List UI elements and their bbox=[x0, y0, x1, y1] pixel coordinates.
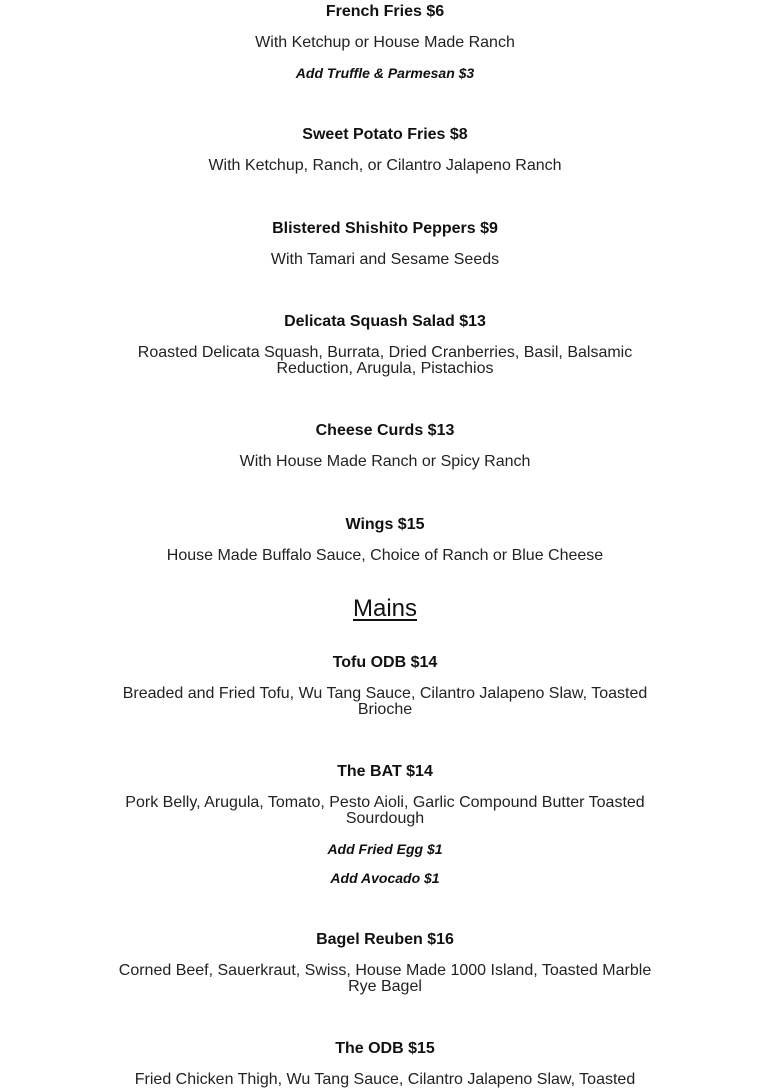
menu-item-description: With Ketchup, Ranch, or Cilantro Jalapeno Ranch bbox=[208, 157, 562, 174]
menu-item-addon: Add Avocado $1 bbox=[330, 870, 440, 886]
menu-item-title: Tofu ODB $14 bbox=[332, 654, 438, 671]
menu-item-title: Wings $15 bbox=[345, 516, 425, 533]
section-heading-mains: Mains bbox=[352, 595, 418, 622]
menu-item-title: French Fries $6 bbox=[325, 3, 445, 20]
menu-item-title: Delicata Squash Salad $13 bbox=[284, 313, 486, 330]
menu-item-title: The ODB $15 bbox=[335, 1040, 435, 1057]
menu-item-description: House Made Buffalo Sauce, Choice of Ranch or Blue Cheese bbox=[166, 547, 604, 564]
menu-item-title: The BAT $14 bbox=[337, 763, 433, 780]
menu-item-description: Pork Belly, Arugula, Tomato, Pesto Aioli, Garlic Compound Butter Toasted Sourdough bbox=[125, 794, 645, 827]
menu-item-description: Fried Chicken Thigh, Wu Tang Sauce, Cilantro Jalapeno Slaw, Toasted bbox=[134, 1071, 636, 1088]
menu-item-addon: Add Fried Egg $1 bbox=[327, 841, 443, 857]
menu-item-description: Corned Beef, Sauerkraut, Swiss, House Made 1000 Island, Toasted Marble Rye Bagel bbox=[118, 962, 652, 995]
menu-item-addon: Add Truffle & Parmesan $3 bbox=[295, 65, 475, 81]
menu-item-description: With House Made Ranch or Spicy Ranch bbox=[239, 453, 531, 470]
menu-item-title: Cheese Curds $13 bbox=[315, 422, 455, 439]
menu-item-description: With Ketchup or House Made Ranch bbox=[255, 34, 515, 51]
menu-item-description: Roasted Delicata Squash, Burrata, Dried Cranberries, Basil, Balsamic Reduction, Arugula, Pistachios bbox=[137, 344, 633, 377]
menu-item-title: Sweet Potato Fries $8 bbox=[302, 126, 468, 143]
menu-item-title: Blistered Shishito Peppers $9 bbox=[272, 220, 498, 237]
menu-item-description: With Tamari and Sesame Seeds bbox=[270, 251, 500, 268]
menu-item-description: Breaded and Fried Tofu, Wu Tang Sauce, Cilantro Jalapeno Slaw, Toasted Brioche bbox=[122, 685, 648, 718]
menu-item-title: Bagel Reuben $16 bbox=[316, 931, 454, 948]
